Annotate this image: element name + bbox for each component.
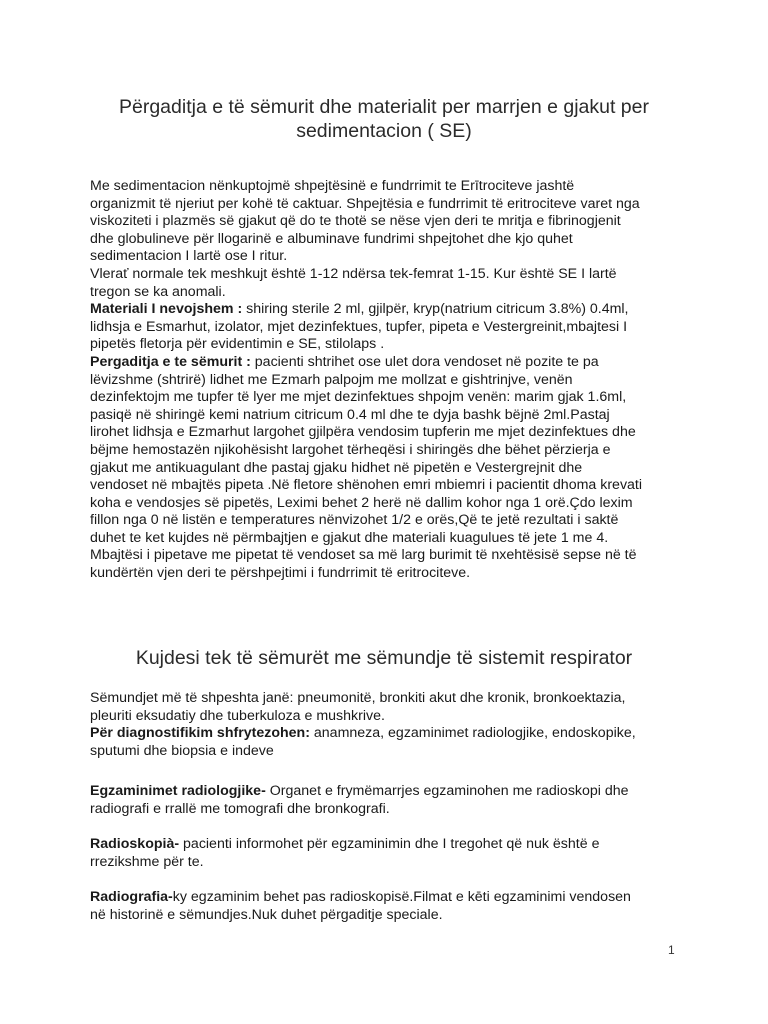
pergaditja-line [90,354,690,372]
pergaditja-line: gjakut me antikuagulant dhe pastaj gjaku hidhet në pipetën e Vestergrejnit dhe [90,459,583,476]
materiali-line: lidhsja e Esmarhut, izolator, mjet dezinfektues, tupfer, pipeta e Vestergreinit,mbajtesi I [90,318,628,335]
pergaditja-label: Pergaditja e te sëmurit : [90,353,251,370]
rsk-label: Radioskopià- [90,836,180,852]
rgf-label: Radiografia- [90,889,173,905]
intro-line: Me sedimentacion nënkuptojmë shpejtësinë e fundrrimit te Erītrociteve jashtë [90,178,575,194]
diag-line [90,725,690,743]
materiali-line: pipetës fletorja për evidentimin e SE, stilolaps . [90,336,385,353]
rsk-line [90,836,690,854]
egz-line [90,783,690,801]
section1-title-line1: Përgaditja e të sëmurit dhe materialit per marrjen e gjakut per [118,96,649,118]
section1-title-line2: sedimentacion ( SE) [296,120,472,142]
intro-line: Vlerať normale tek meshkujt është 1-12 ndërsa tek-femrat 1-15. Kur është SE I lartë [90,265,617,282]
egz-label: Egzaminimet radiologjike- [90,783,266,799]
pergaditja-text: pacienti shtrihet ose ulet dora vendoset në pozite te pa [250,353,599,370]
materiali-line [90,301,690,319]
resp-intro-line: Sëmundjet më të shpeshta janë: pneumonitë, bronkiti akut dhe kronik, bronkoektazia, [90,690,626,706]
egz-paragraph [90,783,690,818]
materiali-label: Materiali I nevojshem : [90,301,243,318]
section1-title [90,95,678,143]
pergaditja-line: lëvizshme (shtrirë) lidhet me Ezmarh palpojm me mollzat e gishtrinjve, venën [90,371,573,388]
radioskopia-paragraph [90,836,690,871]
rsk-line: rrezikshme për te. [90,853,204,870]
intro-line: viskoziteti i plazmës së gjakut që do te thotë se nëse vjen deri te mritja e fibrinogjenit [90,213,621,230]
page-number: 1 [668,943,675,957]
pergaditja-line: bëjme hemostazën njikohësisht largohet tërheqësi i shiringës dhe bëhet përzierja e [90,441,611,458]
intro-line: tregon se ka anomali. [90,283,226,300]
pergaditja-line: kundërtën vjen deri te përshpejtimi i fundrrimit të eritrociteve. [90,565,471,582]
diag-text: anamneza, egzaminimet radiologjike, endoskopike, [309,725,636,742]
intro-line: sedimentacion I lartë ose I ritur. [90,248,288,265]
pergaditja-line: fillon nga 0 në listën e temperatures nënvizohet 1/2 e orës,Që te jetë rezultati i saktë [90,512,619,529]
pergaditja-line: duhet te ket kujdes në përmbajtjen e gjakut dhe materiali kuagulues të jete 1 me 4. [90,529,609,546]
pergaditja-line: Mbajtësi i pipetave me pipetat të vendoset sa më larg burimit të nxehtësisë sepse në të [90,547,637,564]
rgf-line [90,889,690,907]
section1-body [90,178,690,583]
rgf-text: ky egzaminim behet pas radioskopisë.Filmat e kēti egzaminimi vendosen [172,889,631,905]
pergaditja-line: lirohet lidhsja e Ezmarhut largohet gjilpëra vendosim tupferin me mjet dezinfektues dhe [90,424,636,441]
radiografia-paragraph [90,889,690,924]
diag-label: Për diagnostifikim shfrytezohen: [90,725,310,742]
intro-line: organizmit të njeriut per kohë të caktuar. Shpejtësia e fundrrimit të eritrociteve varet nga [90,195,640,212]
pergaditja-line: dezinfektojm me tupfer të lyer me mjet dezinfektues shpojm venën: marim gjak 1.6ml, [90,389,627,406]
rsk-text: pacienti informohet për egzaminimin dhe I tregohet që nuk është e [179,836,600,852]
resp-intro-line: pleuriti eksudatiy dhe tuberkuloza e mushkrive. [90,707,385,724]
pergaditja-line: vendoset në mbajtës pipeta .Në fletore shënohen emri mbiemri i pacientit dhoma krevati [90,477,643,494]
diag-line: sputumi dhe biopsia e indeve [90,742,274,759]
pergaditja-line: pasiqë në shiringë kemi natrium citricum 0.4 ml dhe te dyja bashk bëjnë 2ml.Pastaj [90,406,610,423]
section2-title: Kujdesi tek të sëmurët me sëmundje të sistemit respirator [135,647,633,669]
egz-line: radiografi e rrallë me tomografi dhe bronkografi. [90,800,390,817]
materiali-text: shiring sterile 2 ml, gjilpër, kryp(natrium citricum 3.8%) 0.4ml, [242,301,629,318]
rgf-line: në historinë e sëmundjes.Nuk duhet përgaditje speciale. [90,906,443,923]
pergaditja-line: koha e vendosjes së pipetës, Leximi behet 2 herë në dallim kohor nga 1 orë.Çdo lexim [90,494,633,511]
intro-line: dhe globulineve për llogarinë e albuminave fundrimi shpejtohet dhe kjo quhet [90,230,573,247]
section2-intro [90,690,690,760]
egz-text: Organet e frymëmarrjes egzaminohen me radioskopi dhe [265,783,629,799]
